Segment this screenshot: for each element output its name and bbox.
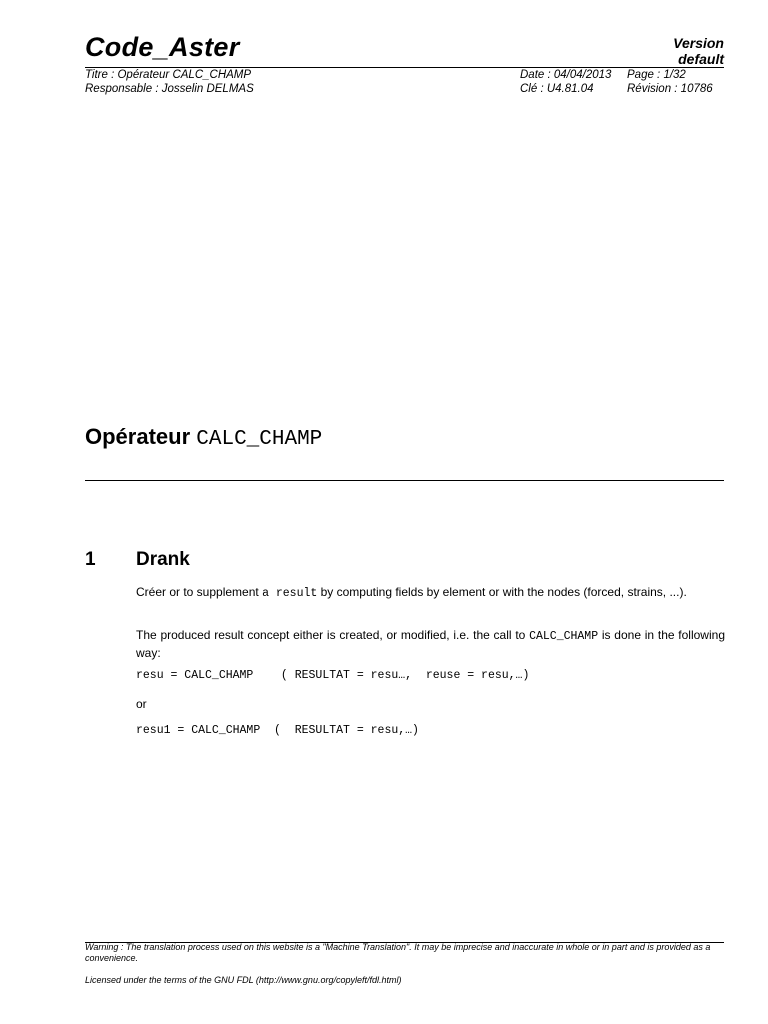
- paragraph-2-text-b: is done in the following way:: [136, 628, 725, 660]
- or-text: or: [136, 697, 147, 711]
- document-title-code: CALC_CHAMP: [196, 428, 323, 451]
- section-title: Drank: [136, 549, 190, 570]
- paragraph-1-text-b: by computing fields by element or with the nodes (forced, strains, ...).: [317, 585, 687, 599]
- version-block: [673, 35, 724, 67]
- header-revision: Révision : 10786: [627, 83, 713, 95]
- code-example-2: resu1 = CALC_CHAMP ( RESULTAT = resu,…): [136, 724, 419, 737]
- footer-license: Licensed under the terms of the GNU FDL (http://www.gnu.org/copyleft/fdl.html): [85, 975, 402, 985]
- version-value: default: [678, 51, 724, 67]
- paragraph-2: [136, 627, 725, 661]
- document-title-text: Opérateur: [85, 424, 197, 449]
- footer-warning: Warning : The translation process used on this website is a "Machine Translation". It may be imprecise and inaccurate in whole or in part and is provided as a convenience.: [85, 942, 711, 963]
- title-rule: [85, 480, 724, 481]
- paragraph-1-code: a result: [262, 587, 318, 600]
- header-cle: Clé : U4.81.04: [520, 83, 594, 95]
- paragraph-1-text-a: Créer or to supplement: [136, 585, 263, 599]
- brand-title: Code_Aster: [85, 32, 240, 62]
- header-page: Page : 1/32: [627, 69, 686, 81]
- section-number: 1: [85, 549, 96, 570]
- header-titre: Titre : Opérateur CALC_CHAMP: [85, 69, 252, 81]
- header-date: Date : 04/04/2013: [520, 69, 612, 81]
- code-example-1: resu = CALC_CHAMP ( RESULTAT = resu…, reuse = resu,…): [136, 669, 530, 682]
- paragraph-1: [136, 584, 725, 602]
- header-responsable: Responsable : Josselin DELMAS: [85, 83, 254, 95]
- document-title: [85, 424, 322, 451]
- paragraph-2-code: CALC_CHAMP: [529, 630, 599, 643]
- paragraph-2-text-a: The produced result concept either is created, or modified, i.e. the call to: [136, 628, 530, 642]
- version-label: Version: [673, 35, 724, 51]
